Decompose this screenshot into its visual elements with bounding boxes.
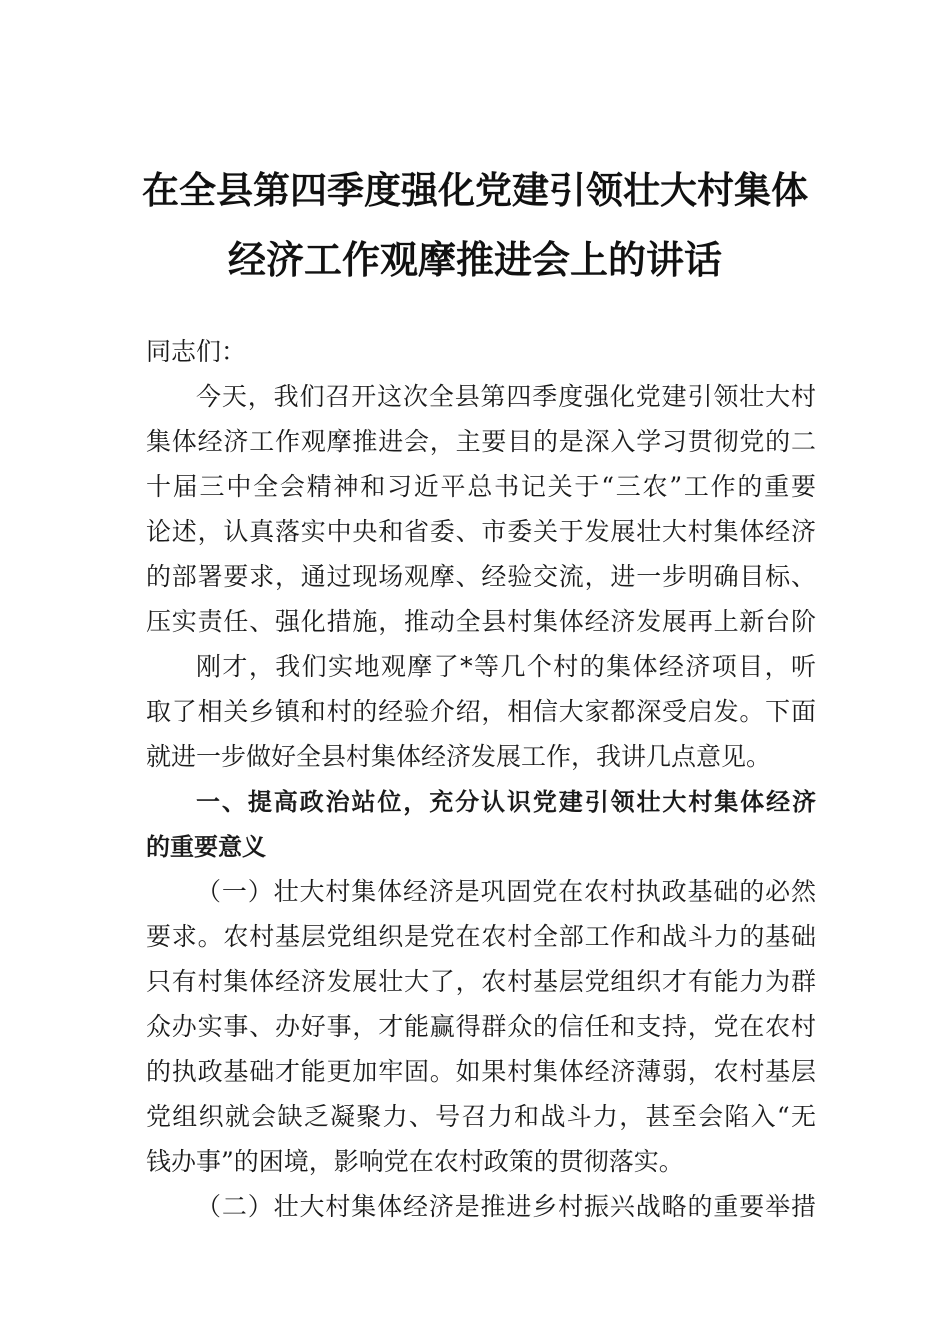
paragraph-line: 集体经济工作观摩推进会，主要目的是深入学习贯彻党的二 [146,427,816,456]
paragraph-line: （一）壮大村集体经济是巩固党在农村执政基础的必然 [196,877,816,906]
salutation: 同志们： [146,337,247,366]
paragraph-line: 党组织就会缺乏凝聚力、号召力和战斗力，甚至会陷入“无 [146,1102,816,1131]
paragraph-line: 刚才，我们实地观摩了*等几个村的集体经济项目，听 [196,652,816,681]
paragraph-line: （二）壮大村集体经济是推进乡村振兴战略的重要举措 [196,1192,816,1221]
paragraph-line: 论述，认真落实中央和省委、市委关于发展壮大村集体经济 [146,517,816,546]
paragraph-line: 今天，我们召开这次全县第四季度强化党建引领壮大村 [196,382,816,411]
paragraph-line: 的执政基础才能更加牢固。如果村集体经济薄弱，农村基层 [146,1057,816,1086]
document-title-line-2: 经济工作观摩推进会上的讲话 [227,237,722,282]
paragraph-line: 钱办事”的困境，影响党在农村政策的贯彻落实。 [146,1147,684,1176]
paragraph-line: 就进一步做好全县村集体经济发展工作，我讲几点意见。 [146,742,772,771]
paragraph-line: 只有村集体经济发展壮大了，农村基层党组织才有能力为群 [146,967,816,996]
section-heading: 的重要意义 [146,833,266,861]
paragraph-line: 十届三中全会精神和习近平总书记关于“三农”工作的重要 [146,472,816,501]
document-title-line-1: 在全县第四季度强化党建引领壮大村集体 [142,168,808,212]
section-heading: 一、提高政治站位，充分认识党建引领壮大村集体经济 [196,788,816,816]
paragraph-line: 众办实事、办好事，才能赢得群众的信任和支持，党在农村 [146,1012,816,1041]
paragraph-line: 要求。农村基层党组织是党在农村全部工作和战斗力的基础 [146,922,816,951]
paragraph-line: 取了相关乡镇和村的经验介绍，相信大家都深受启发。下面 [146,697,816,726]
paragraph-line: 压实责任、强化措施，推动全县村集体经济发展再上新台阶 [146,607,816,636]
paragraph-line: 的部署要求，通过现场观摩、经验交流，进一步明确目标、 [146,562,816,591]
